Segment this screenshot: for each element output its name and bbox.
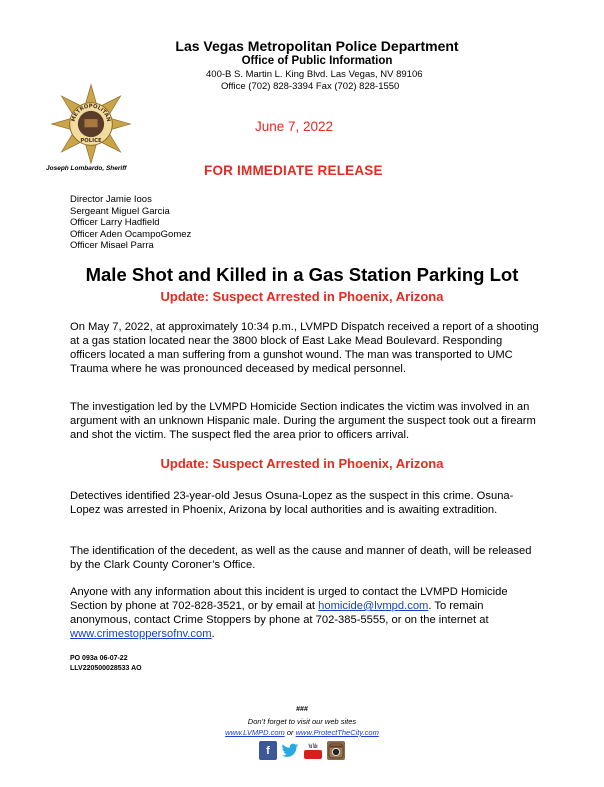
instagram-icon[interactable] <box>327 741 345 760</box>
llv-number: LLV220500028533 AO <box>70 665 142 672</box>
office-name: Office of Public Information <box>241 55 393 67</box>
sheriff-name: Joseph Lombardo, Sheriff <box>46 165 127 172</box>
reference-numbers <box>70 654 142 674</box>
article-title: Male Shot and Killed in a Gas Station Parking Lot <box>85 264 519 285</box>
phone-fax-line: Office (702) 828-3394 Fax (702) 828-1550 <box>221 81 400 92</box>
facebook-icon[interactable]: f <box>259 741 277 760</box>
contact-item: Officer Larry Hadfield <box>70 217 160 229</box>
contact-list <box>70 194 191 252</box>
contact-item: Officer Misael Parra <box>70 240 154 252</box>
social-icons <box>259 741 345 762</box>
contact-item: Officer Aden OcampoGomez <box>70 228 192 240</box>
protectthecity-site-link[interactable]: www.ProtectTheCity.com <box>295 728 379 737</box>
website-links <box>0 728 604 737</box>
po-number: PO 093a 06-07-22 <box>70 655 128 662</box>
twitter-icon[interactable] <box>281 741 299 760</box>
lvmpd-site-link[interactable]: www.LVMPD.com <box>225 728 285 737</box>
badge-text-top: METROPOLITAN <box>70 103 112 123</box>
youtube-label: You Tube <box>308 743 318 750</box>
address-line: 400-B S. Martin L. King Blvd. Las Vegas, NV 89106 <box>206 69 423 80</box>
contact-text: Anyone with any information about this incident is urged to contact the LVMPD Homicide Section by phone at 702-828-3521, or by email at <box>70 586 508 612</box>
crimestoppers-link[interactable]: www.crimestoppersofnv.com <box>70 628 212 640</box>
youtube-icon[interactable] <box>303 741 323 760</box>
article-paragraph: On May 7, 2022, at approximately 10:34 p.m., LVMPD Dispatch received a report of a shooting at a gas station located near the 3800 block of East Lake Mead Boulevard. Responding officers located a man suffering from a gunshot wound. The man was transported to UMC Trauma where he was pronounced deceased by medical personnel. <box>70 321 539 375</box>
homicide-email-link[interactable]: homicide@lvmpd.com <box>318 600 429 612</box>
police-badge-logo <box>50 83 132 165</box>
contact-item: Sergeant Miguel Garcia <box>70 205 170 217</box>
contact-text: . To remain anonymous, contact Crime Stoppers by phone at 702-385-5555, or on the internet at <box>70 600 489 626</box>
or-text: or <box>284 728 296 737</box>
contact-item: Director Jamie Ioos <box>70 194 152 205</box>
article-paragraph: Detectives identified 23-year-old Jesus Osuna-Lopez as the suspect in this crime. Osuna-Lopez was arrested in Phoenix, Arizona by local authorities and is awaiting extradition. <box>70 490 514 516</box>
article-paragraph: The investigation led by the LVMPD Homicide Section indicates the victim was involved in an argument with an unknown Hispanic male. During the argument the suspect took out a firearm and shot the victim. The suspect fled the area prior to officers arrival. <box>70 401 536 441</box>
article-paragraph: The identification of the decedent, as well as the cause and manner of death, will be released by the Clark County Coroner’s Office. <box>70 545 532 571</box>
department-name: Las Vegas Metropolitan Police Department <box>175 38 459 54</box>
release-status: FOR IMMEDIATE RELEASE <box>204 163 383 178</box>
contact-text: . <box>211 628 215 640</box>
office-address-block <box>206 69 423 93</box>
end-marker: ### <box>296 706 308 713</box>
update-heading: Update: Suspect Arrested in Phoenix, Arizona <box>160 456 444 471</box>
update-heading: Update: Suspect Arrested in Phoenix, Arizona <box>160 289 444 304</box>
release-date: June 7, 2022 <box>255 119 334 134</box>
contact-paragraph <box>70 585 540 641</box>
badge-text-bottom: POLICE <box>80 138 102 145</box>
visit-text: Don’t forget to visit our web sites <box>247 717 357 726</box>
